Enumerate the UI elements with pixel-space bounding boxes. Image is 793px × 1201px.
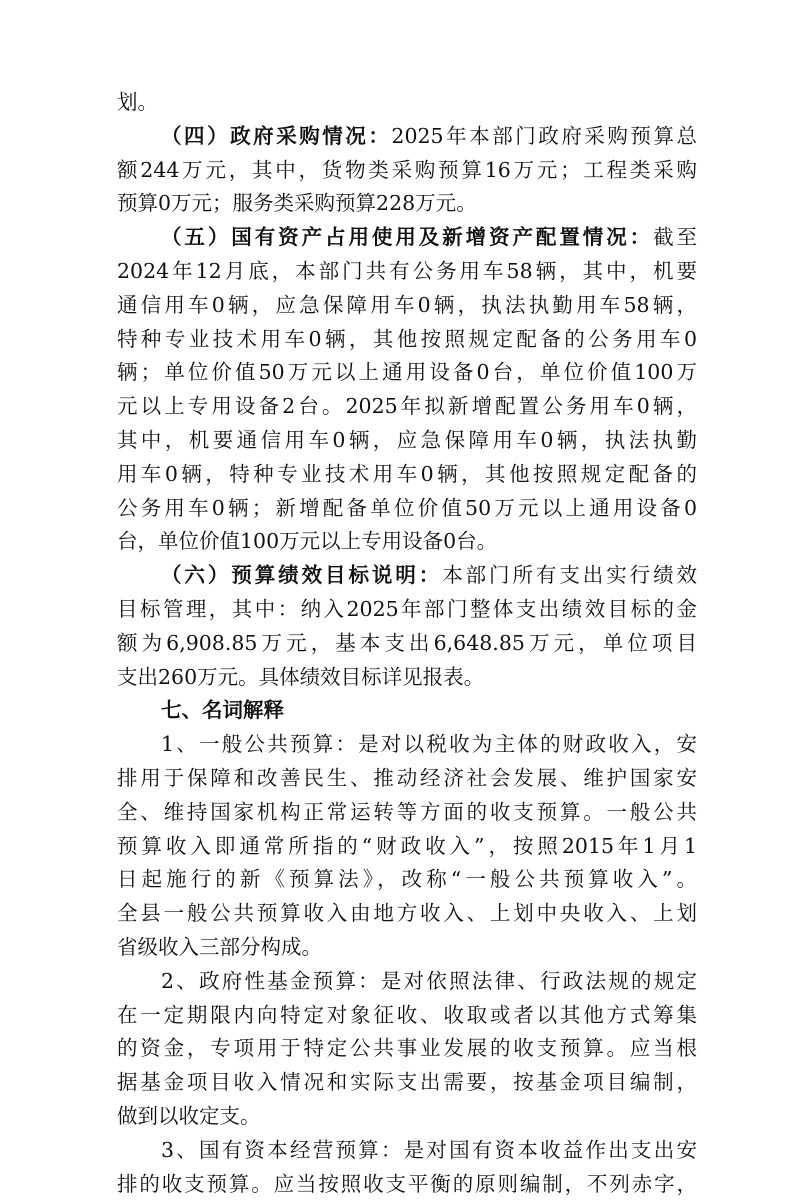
text-line — [117, 356, 697, 390]
text-line — [117, 796, 697, 830]
line-text: 额244万元，其中，货物类采购预算16万元；工程类采购 — [117, 158, 697, 182]
line-text: 截至 — [653, 225, 697, 249]
line-text: 2、政府性基金预算：是对依照法律、行政法规的规定 — [161, 969, 697, 993]
text-line — [117, 221, 697, 255]
text-line — [117, 1168, 697, 1201]
line-text: 据基金项目收入情况和实际支出需要，按基金项目编制， — [117, 1070, 697, 1094]
line-text: 目标管理，其中：纳入2025年部门整体支出绩效目标的金 — [117, 597, 697, 621]
line-text: 日起施行的新《预算法》，改称“一般公共预算收入”。 — [117, 867, 697, 891]
text-line — [117, 999, 697, 1033]
line-text: 台，单位价值100万元以上专用设备0台。 — [117, 529, 497, 553]
text-line — [117, 830, 697, 864]
text-line — [117, 86, 697, 120]
section-heading — [117, 694, 697, 728]
paragraph-performance-targets — [117, 559, 697, 694]
line-text: 额为6,908.85万元，基本支出6,648.85万元，单位项目 — [117, 631, 697, 655]
line-text: 预算收入即通常所指的“财政收入”，按照2015年1月1 — [117, 834, 697, 858]
paragraph-government-procurement — [117, 120, 697, 221]
line-text: 3、国有资本经营预算：是对国有资本收益作出支出安 — [161, 1138, 697, 1162]
text-line — [117, 897, 697, 931]
line-text: 支出260万元。具体绩效目标详见报表。 — [117, 665, 484, 689]
text-line — [117, 154, 697, 188]
line-text: 省级收入三部分构成。 — [117, 935, 322, 959]
text-line — [117, 559, 697, 593]
inline-heading: （四）政府采购情况： — [161, 124, 391, 148]
line-text: 本部门所有支出实行绩效 — [442, 563, 697, 587]
text-line — [117, 289, 697, 323]
line-text: 2024年12月底，本部门共有公务用车58辆，其中，机要 — [117, 259, 697, 283]
line-text: 全县一般公共预算收入由地方收入、上划中央收入、上划 — [117, 901, 697, 925]
line-text: 的资金，专项用于特定公共事业发展的收支预算。应当根 — [117, 1036, 697, 1060]
text-line — [117, 1032, 697, 1066]
line-text: 元以上专用设备2台。2025年拟新增配置公务用车0辆， — [117, 394, 697, 418]
paragraph-state-assets — [117, 221, 697, 559]
paragraph-glossary-2 — [117, 965, 697, 1134]
line-text: 2025年本部门政府采购预算总 — [391, 124, 697, 148]
line-text: 划。 — [117, 90, 158, 114]
line-text: 预算0万元；服务类采购预算228万元。 — [117, 191, 477, 215]
line-text: 辆；单位价值50万元以上通用设备0台，单位价值100万 — [117, 360, 697, 384]
text-line — [117, 1134, 697, 1168]
text-line — [117, 965, 697, 999]
text-line — [117, 661, 697, 695]
text-line — [117, 762, 697, 796]
text-line — [117, 120, 697, 154]
paragraph-glossary-3 — [117, 1134, 697, 1201]
text-line — [117, 424, 697, 458]
inline-heading: （六）预算绩效目标说明： — [161, 563, 442, 587]
text-line — [117, 458, 697, 492]
text-line — [117, 627, 697, 661]
text-line — [117, 728, 697, 762]
line-text: 通信用车0辆，应急保障用车0辆，执法执勤用车58辆， — [117, 293, 697, 317]
text-line — [117, 187, 697, 221]
paragraph-continuation — [117, 86, 697, 120]
line-text: 在一定期限内向特定对象征收、收取或者以其他方式筹集 — [117, 1003, 697, 1027]
text-line — [117, 1100, 697, 1134]
text-line — [117, 390, 697, 424]
line-text: 排用于保障和改善民生、推动经济社会发展、维护国家安 — [117, 766, 697, 790]
text-line — [117, 1066, 697, 1100]
line-text: 全、维持国家机构正常运转等方面的收支预算。一般公共 — [117, 800, 697, 824]
text-line — [117, 931, 697, 965]
text-line — [117, 525, 697, 559]
inline-heading: （五）国有资产占用使用及新增资产配置情况： — [161, 225, 653, 249]
heading-text: 七、名词解释 — [161, 698, 284, 722]
line-text: 1、一般公共预算：是对以税收为主体的财政收入，安 — [161, 732, 697, 756]
line-text: 做到以收定支。 — [117, 1104, 261, 1128]
text-line — [117, 255, 697, 289]
text-line — [117, 323, 697, 357]
text-line — [117, 492, 697, 526]
line-text: 用车0辆，特种专业技术用车0辆，其他按照规定配备的 — [117, 462, 697, 486]
text-line — [117, 863, 697, 897]
paragraph-glossary-heading — [117, 694, 697, 728]
paragraph-glossary-1 — [117, 728, 697, 965]
line-text: 排的收支预算。应当按照收支平衡的原则编制，不列赤字， — [117, 1172, 697, 1196]
line-text: 特种专业技术用车0辆，其他按照规定配备的公务用车0 — [117, 327, 697, 351]
line-text: 公务用车0辆；新增配备单位价值50万元以上通用设备0 — [117, 496, 697, 520]
line-text: 其中，机要通信用车0辆，应急保障用车0辆，执法执勤 — [117, 428, 697, 452]
text-line — [117, 593, 697, 627]
